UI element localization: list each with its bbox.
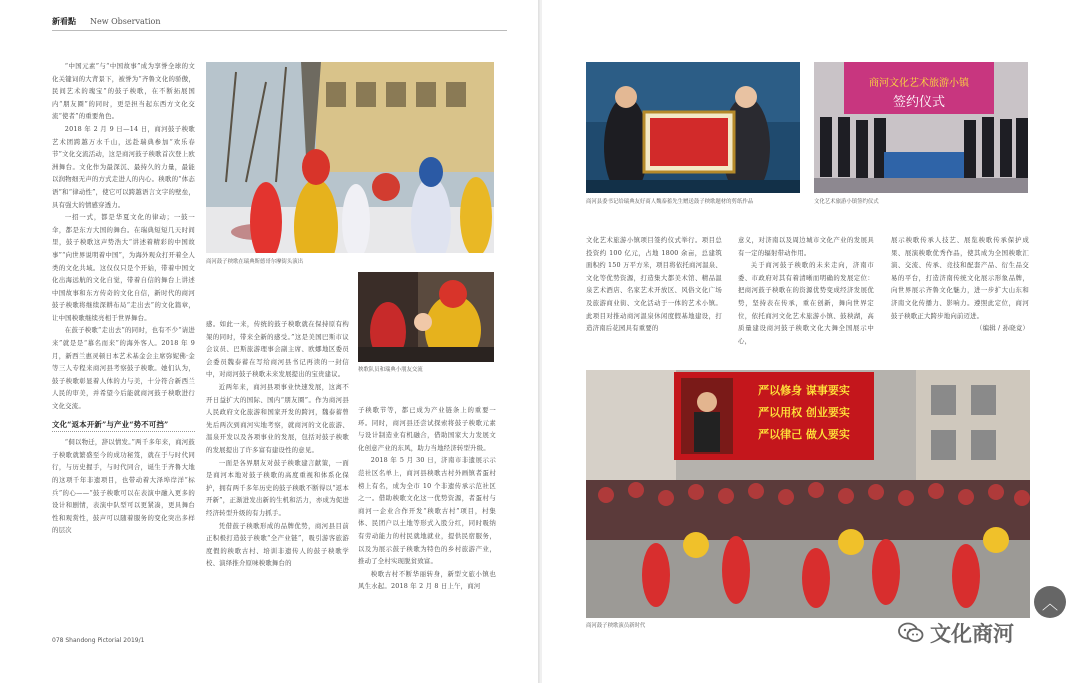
paragraph: 关于商河鼓子秧歌的未来走向，济南市委、市政府对其有着清晰而明确的发展定位：把商河鼓子秧歌在的资源优势变成经济发展优势，坚持表在传承，重在创新，舞向世界定位，依托商河文化艺术旅游小镇、鼓秧湖，高质量建设商河鼓子秧歌文化大舞全国展示中心， <box>738 261 874 345</box>
page-header <box>52 16 161 27</box>
article-column-6 <box>891 234 1029 335</box>
magazine-section-brand: 新看點 <box>52 16 76 26</box>
backdrop-subtitle: 签约仪式 <box>892 95 946 110</box>
banner-line-1: 严以修身 谋事要实 <box>758 384 850 397</box>
photo-caption: 商河鼓子秧歌在瑞典斯德哥尔摩街头演出 <box>206 259 304 265</box>
paragraph: 在鼓子秧歌“走出去”的同时，也有不少“请进来”就是是“慕名而来”的海外客人。2018 年 9 月，新西兰惠灵顿日本艺术基金会主席弥妮佛·金等三人专程来商河县考察鼓子秧歌。她们认为，鼓子秧歌彰显着人体的力与美，十分符合新西兰人民的审美，并希望今后能就商河鼓子秧歌进行文化交流。 <box>52 326 195 411</box>
paragraph: “中国元素”与“中国故事”成为享誉全球的文化关键词的大背景下，被誉为“齐鲁文化的骄傲，民间艺术的瑰宝”的鼓子秧歌，在不断拓展国内“朋友圈”的同时，更是担当起东西方文化交流“使者”的重要角色。 <box>52 62 195 121</box>
banner-line-2: 严以用权 创业要实 <box>758 406 850 419</box>
paragraph: 展示秧歌传承人技艺、展览秧歌传承保护成果、展演秧歌优秀作品，使其成为全国秧歌汇演、交流、传承、竞技和配套产品、衍生品交易的平台，打造济南传统文化展示形象品牌，向世界展示齐鲁文化魅力，进一步扩大山东和济南文化传播力、影响力。遵照此定位，商河鼓子秧歌正大跨步地向前迈进。 <box>891 236 1029 320</box>
wechat-icon <box>898 622 924 644</box>
paragraph: “侗以物迁，辞以情发。”两千多年来，商河鼓子秧歌就繁盛至今的成功秘笈，就在于与时代同行，与历史握手，与时代同合，诞生于齐鲁大地的这项千年非遗项目，也带动着大泽埠岸洋“标兵”的心——“鼓子秧歌可以在表演中融入更多的设计和剧情，表演中队型可以更紧凑，更具舞台性和观赏性，鼓声可以随着服务的变化突出多样的层次 <box>52 438 195 535</box>
photo-papercut-gift <box>586 62 800 193</box>
scroll-to-top-button[interactable] <box>1034 586 1066 618</box>
photo-caption: 文化艺术旅游小镇签约仪式 <box>814 199 879 205</box>
paragraph: 文化艺术旅游小镇项目签约仪式举行。项目总投资约 100 亿元，占地 1800 余亩，总建筑面积约 150 万平方米，项目将依托商河温泉、文化等优势资源，打造集大都美术馆、精品温泉艺术酒店、名家艺术开放区、风俗文化广场及旅游商业街、文化活动于一体的艺术小镇。此项目对推动商河温泉休闲度假基地建设，打造济南后花园具有重要的 <box>586 236 722 333</box>
magazine-section-english: New Observation <box>90 17 161 26</box>
backdrop-title: 商河文化艺术旅游小镇 <box>869 78 969 89</box>
paragraph: 2018 年 5 月 30 日，济南市非遗展示示范社区名单上，商河县秧歌古村外画镇者蛋村榜上有名，成为全市 10 个非遗传承示范社区之一。借助秧歌文化这一优势资源，者蛋村与商河一企业合作开发“秧歌古村”项目，村集体、民团户以土地等形式入股分红，同时吸纳有劳动能力的村民就地就业，提供民宿服务，以及为展示鼓子秧歌为特色的乡村旅游产业，推动了全村实现脱贫致富。 <box>358 456 496 566</box>
paragraph: 2018 年 2 月 9 日—14 日，商河鼓子秧歌艺术团跨越万水千山，远赴瑞典参加“欢乐春节”文化交流活动，这是商河鼓子秧歌首次登上欧洲舞台。文化作为最深沉、最持久的力量，最能以润物细无声的方式走进人的内心。秧歌的“体态语”和“律动性”，使它可以跨越语言文字的壁垒，具有强大的情感穿透力。 <box>52 124 195 209</box>
photo-dancer-and-children <box>358 272 494 362</box>
banner-line-3: 严以律己 做人要实 <box>758 428 850 441</box>
right-page <box>542 0 1080 683</box>
photo-caption: 商河鼓子秧歌演员新时代 <box>586 623 646 629</box>
watermark <box>898 618 1014 648</box>
article-column-3 <box>358 404 496 593</box>
article-column-5 <box>738 234 874 347</box>
editor-byline: （编辑 / 孙晓竟） <box>976 324 1029 333</box>
paragraph: 秧歌古村不断华丽转身，新型文旅小镇也风生水起。2018 年 2 月 8 日上午，商河 <box>358 569 496 591</box>
article-column-2 <box>206 318 349 570</box>
paragraph: 一招一式，都是华夏文化的律动；一鼓一伞，都是东方大国的舞台。在瑞典短短几天时间里，鼓子秧歌这声势浩大“讲述着精彩的中国故事”“向世界说明着中国”，为海外观众打开着全人类的文化共域。这仅仅只是个开始，带着中国文化出海远航的文化自觉，带着自信的舞台上讲述中国故事和东方传奇的文化自信，新时代的商河鼓子秧歌将继续深耕布局“走出去”的文化篇章，让中国秧歌继续亮相于世界舞台。 <box>52 213 195 322</box>
section-subheading: 文化“返本开新”与产业“势不可挡” <box>52 419 195 433</box>
photo-caption: 秧歌队员和瑞典小朋友交流 <box>358 367 423 373</box>
paragraph: 感。如此一来，传统的鼓子秧歌就在保持原有构架的同时，带来全新的感受。”这是美国巴斯市议会议员、巴斯旅游理事会副主席、欧娜地区委员会委员魏泰蓄在写给商河县书记再读的一封信中，对商河鼓子秧歌未来发展提出的宝贵建议。 <box>206 320 349 379</box>
photo-signing-ceremony <box>814 62 1028 193</box>
paragraph: 一面是各界朋友对鼓子秧歌建言献策，一面是商河本地对鼓子秧歌的高度重视和体系化保护，拥有两千多年历史的鼓子秧歌不断得以“返本开新”，正渐进发出新的生机和活力，亦成为促进经济转型升级的有力抓手。 <box>206 458 349 517</box>
photo-village-yangko-crowd <box>586 370 1030 618</box>
chevron-up-icon: ︿ <box>1041 593 1058 613</box>
paragraph: 凭借鼓子秧歌形成的品牌优势，商河县目前正积极打造鼓子秧歌“全产业链”，吸引游客旅游度假的秧歌古村、培训非遗传人的鼓子秧歌学校、演绎推介原味秧歌舞台的 <box>206 521 349 568</box>
paragraph: 意义，对济南以及周边城市文化产业的发展具有一定的辐射带动作用。 <box>738 236 874 257</box>
paragraph: 近两年来，商河县项事业快速发展，这离不开日益扩大的国际、国内“朋友圈”。作为商河县人民政府文化旅游和国家开发的跨河，魏泰蓄曾先后两次到商河实地考察，就商河的文化旅游、温泉开发以及各项事业的发展，包括对鼓子秧歌的发展提出了许多富有建设性的意见。 <box>206 382 349 454</box>
photo-caption: 商河县委书记给瑞典友好商人魏泰蓄先生赠送鼓子秧歌题材的剪纸作品 <box>586 199 754 205</box>
header-divider <box>52 30 507 31</box>
article-column-4 <box>586 234 722 335</box>
page-footer: 078 Shandong Pictorial 2019/1 <box>52 637 145 644</box>
article-column-1 <box>52 60 195 537</box>
watermark-text: 文化商河 <box>930 622 1014 646</box>
photo-yangko-street-performance <box>206 62 494 253</box>
paragraph: 子秧歌节等，都已成为产业链条上的重要一环。同时，商河县还尝试探索将鼓子秧歌元素与设计制造业有机融合，借助国家大力发展文化创意产业的东风，助力当地经济转型升级。 <box>358 406 496 452</box>
